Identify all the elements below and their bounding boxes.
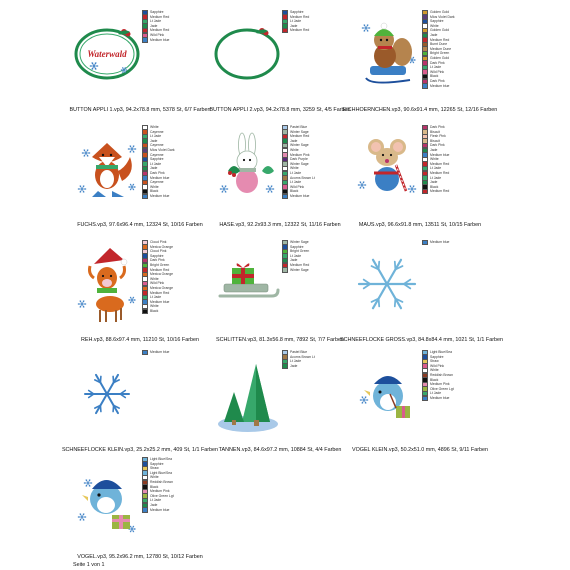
thread-name: Light Blue/Sea: [150, 470, 173, 475]
thread-name: Lt Jade: [430, 175, 442, 180]
thread-name: Cloud Pink: [150, 240, 167, 244]
thread-name: Lt Jade: [150, 295, 162, 300]
thread-name: Lt Jade: [430, 391, 442, 396]
design-preview: [212, 8, 282, 100]
thread-name: Jade: [150, 23, 158, 28]
thread-name: Winter Sage: [290, 240, 309, 244]
thread-name: White: [290, 147, 299, 152]
thread-name: Jade: [290, 258, 298, 263]
thread-name: Biscuit: [430, 129, 440, 134]
design-preview: [212, 238, 282, 330]
thread-name: White: [430, 368, 439, 373]
thread-name: Bright Green: [430, 51, 450, 56]
thread-name: Burnt Dune: [430, 42, 448, 47]
design-preview: [352, 238, 422, 330]
thread-name: Medium Pink: [430, 382, 450, 387]
thread-list: [422, 240, 488, 245]
thread-color-swatch: [282, 267, 288, 272]
thread-name: Mexica Orange: [150, 244, 173, 249]
thread-list: [142, 240, 208, 314]
design-preview: [352, 123, 422, 215]
thread-name: Sapphire: [290, 10, 304, 14]
thread-name: Dark Pink: [150, 258, 165, 263]
thread-name: Biscuit: [430, 138, 440, 143]
thread-list: [422, 350, 488, 401]
thread-name: Sapphire: [150, 10, 164, 14]
thread-name: Dark Pink: [430, 78, 445, 83]
thread-color-swatch: [422, 240, 428, 245]
design-caption: TANNEN.vp3, 84.6x97.2 mm, 10884 St, 4/4 Farben: [218, 447, 342, 453]
thread-name: Mexica Orange: [150, 272, 173, 277]
thread-entry: [422, 240, 488, 245]
thread-color-swatch: [142, 309, 148, 314]
thread-list: [282, 350, 348, 368]
thread-name: White: [150, 184, 159, 189]
design-hase: [210, 123, 350, 233]
thread-name: Jade: [150, 138, 158, 143]
thread-list: [142, 10, 208, 42]
thread-name: Jade: [430, 180, 438, 185]
design-caption: SCHNEEFLOCKE KLEIN.vp3, 25.2x25.2 mm, 409 St, 1/1 Farben: [61, 447, 219, 453]
thread-name: Medium blue: [150, 193, 170, 198]
thread-color-swatch: [282, 28, 288, 33]
thread-entry: [422, 189, 488, 194]
thread-name: Medium Red: [430, 170, 450, 175]
thread-name: Medium blue: [290, 193, 310, 198]
thread-name: Winter Sage: [290, 143, 309, 148]
thread-name: Bright Green: [150, 262, 170, 267]
design-preview: [352, 348, 422, 440]
thread-name: Cayenne: [150, 129, 164, 134]
thread-color-swatch: [422, 396, 428, 401]
thread-list: [422, 10, 488, 88]
thread-name: Cloud Pink: [150, 249, 167, 254]
thread-entry: [422, 84, 488, 89]
thread-entry: [142, 309, 208, 314]
thread-name: Medium Red: [150, 14, 170, 19]
thread-name: Medium Red: [150, 267, 170, 272]
thread-name: Medium Red: [290, 262, 310, 267]
thread-name: White: [150, 125, 159, 129]
thread-name: Olive Green Lgt: [430, 386, 454, 391]
thread-name: Winter Sage: [290, 161, 309, 166]
thread-name: White: [150, 475, 159, 480]
thread-name: Lt Jade: [290, 19, 302, 24]
thread-name: Black: [430, 184, 439, 189]
thread-name: Reddish Brown: [150, 479, 173, 484]
thread-name: Winter Sage: [290, 129, 309, 134]
thread-name: Acorns Brown Lt: [290, 175, 315, 180]
thread-color-swatch: [422, 83, 428, 88]
thread-color-swatch: [282, 363, 288, 368]
design-preview: [72, 348, 142, 440]
thread-entry: [142, 38, 208, 43]
thread-name: Dark Purple: [290, 157, 308, 162]
thread-name: Cayenne: [150, 152, 164, 157]
design-preview: [212, 123, 282, 215]
thread-name: Medium Red: [150, 290, 170, 295]
thread-name: Medium Pink: [290, 152, 310, 157]
design-caption: BUTTON APPLI 1.vp3, 94.2x78.8 mm, 5378 St, 6/7 Farben: [69, 107, 211, 113]
thread-name: Golden Gold: [430, 55, 450, 60]
thread-entry: [142, 194, 208, 199]
thread-name: Sapphire: [290, 244, 304, 249]
thread-name: White: [430, 157, 439, 162]
thread-entry: [422, 396, 488, 401]
thread-name: Lt Jade: [290, 180, 302, 185]
design-caption: MAUS.vp3, 96.6x91.8 mm, 13511 St, 10/15 Farben: [358, 222, 482, 228]
thread-name: Mios Violet Dark: [430, 14, 455, 19]
thread-color-swatch: [142, 194, 148, 199]
design-preview: [72, 238, 142, 330]
thread-name: Wild Pink: [430, 363, 445, 368]
thread-name: Medium Red: [290, 14, 310, 19]
thread-name: Mios Violet Dark: [150, 147, 175, 152]
thread-name: White: [150, 276, 159, 281]
design-fuchs: [70, 123, 210, 233]
design-schneeflocke-klein: [61, 348, 219, 458]
design-vogel-klein: [350, 348, 490, 458]
thread-name: Medium blue: [430, 152, 450, 157]
thread-name: Lt Jade: [150, 161, 162, 166]
thread-entry: [142, 508, 208, 513]
thread-name: Lt Jade: [290, 359, 302, 364]
thread-color-swatch: [282, 194, 288, 199]
design-preview: [72, 8, 142, 100]
design-button-appli-2: [210, 8, 350, 118]
thread-name: Olive Green Lgt: [150, 493, 174, 498]
thread-list: [142, 125, 208, 199]
thread-name: White: [430, 23, 439, 28]
design-caption: SCHLITTEN.vp3, 81.3x56.8 mm, 7892 St, 7/7 Farben: [216, 337, 344, 343]
thread-name: Medium Pink: [150, 489, 170, 494]
thread-name: Pastel Blue: [290, 350, 308, 354]
thread-name: Wild Pink: [150, 281, 165, 286]
design-tannen: [210, 348, 350, 458]
thread-entry: [282, 28, 348, 33]
thread-name: Black: [430, 74, 439, 79]
design-caption: VOGEL.vp3, 95.2x96.2 mm, 12780 St, 10/12 Farben: [77, 554, 203, 560]
thread-name: Jade: [150, 502, 158, 507]
thread-name: Medium blue: [430, 395, 450, 400]
design-preview: [212, 348, 282, 440]
thread-list: [142, 457, 208, 512]
thread-color-swatch: [142, 350, 148, 355]
thread-name: Winter Sage: [290, 267, 309, 272]
thread-name: Medium blue: [150, 299, 170, 304]
thread-name: Sapphire: [430, 19, 444, 24]
thread-list: [422, 125, 488, 194]
thread-entry: [142, 350, 208, 355]
thread-name: Golden Gold: [430, 28, 450, 33]
thread-name: Lt Jade: [290, 170, 302, 175]
thread-name: Medium Red: [290, 134, 310, 139]
thread-name: Jade: [290, 23, 298, 28]
design-schneeflocke-gross: [340, 238, 503, 348]
thread-name: Wild Pink: [430, 69, 445, 74]
thread-name: Black: [150, 484, 159, 489]
thread-name: Acorns Brown Lt: [290, 354, 315, 359]
thread-name: Medium blue: [150, 175, 170, 180]
thread-name: Light Blue/Sea: [430, 350, 453, 354]
thread-name: Wild Pink: [290, 184, 305, 189]
thread-name: Mexica Orange: [150, 285, 173, 290]
thread-name: White: [290, 166, 299, 171]
thread-name: Sapphire: [150, 461, 164, 466]
thread-entry: [282, 364, 348, 369]
thread-name: White: [150, 304, 159, 309]
design-caption: SCHNEEFLOCKE GROSS.vp3, 84.8x84.4 mm, 1021 St, 1/1 Farben: [340, 337, 503, 343]
thread-name: Lt Jade: [150, 134, 162, 139]
thread-name: Sapphire: [430, 354, 444, 359]
thread-name: Black: [430, 377, 439, 382]
thread-color-swatch: [142, 37, 148, 42]
thread-name: Lt Jade: [150, 498, 162, 503]
thread-list: [282, 240, 348, 272]
design-vogel: [70, 455, 210, 565]
thread-name: Golden Gold: [430, 10, 450, 14]
thread-name: Cayenne: [150, 180, 164, 185]
thread-name: Medium Red: [430, 37, 450, 42]
thread-name: Jade: [150, 166, 158, 171]
thread-name: Flesh Pink: [430, 134, 446, 139]
thread-color-swatch: [142, 507, 148, 512]
thread-name: Jade: [430, 147, 438, 152]
thread-name: Medium Red: [150, 28, 170, 33]
thread-name: Medium blue: [430, 240, 450, 244]
thread-name: Straw: [150, 466, 159, 471]
thread-name: Jade: [290, 363, 298, 368]
design-button-appli-1: [70, 8, 210, 118]
design-preview: [72, 455, 142, 547]
thread-name: Medium blue: [150, 37, 170, 42]
thread-name: Medium blue: [150, 350, 170, 354]
thread-name: Dark Pink: [430, 60, 445, 65]
page-footer: Seite 1 von 1: [73, 562, 105, 568]
thread-name: Lt Jade: [290, 253, 302, 258]
thread-name: Cayenne: [150, 143, 164, 148]
thread-name: Pastel Blue: [290, 125, 308, 129]
design-preview: [72, 123, 142, 215]
thread-name: Jade: [430, 32, 438, 37]
design-schlitten: [210, 238, 350, 348]
thread-name: Straw: [430, 359, 439, 364]
thread-name: Medium blue: [150, 507, 170, 512]
thread-name: Jade: [290, 138, 298, 143]
thread-list: [282, 125, 348, 199]
thread-name: Dark Pink: [430, 143, 445, 148]
design-caption: FUCHS.vp3, 97.6x96.4 mm, 12324 St, 10/16 Farben: [77, 222, 203, 228]
thread-name: Black: [150, 189, 159, 194]
thread-name: Medium Red: [290, 28, 310, 33]
thread-list: [142, 350, 208, 355]
thread-entry: [282, 268, 348, 273]
thread-name: Black: [150, 308, 159, 313]
thread-name: Medium blue: [430, 83, 450, 88]
thread-name: Reddish Brown: [430, 372, 453, 377]
design-reh: [70, 238, 210, 348]
thread-name: Bright Green: [290, 249, 310, 254]
thread-list: [282, 10, 348, 33]
thread-name: Medium Red: [430, 189, 450, 194]
thread-name: Sapphire: [150, 253, 164, 258]
design-preview: [352, 8, 422, 100]
design-eichhoernchen: [342, 8, 498, 118]
thread-name: Medium Red: [430, 161, 450, 166]
thread-name: Dark Pink: [430, 125, 445, 129]
thread-name: Medium Dune: [430, 46, 452, 51]
thread-entry: [282, 194, 348, 199]
svg-text:Waterwald: Waterwald: [87, 49, 127, 59]
thread-name: Lt Jade: [430, 65, 442, 70]
design-caption: EICHHOERNCHEN.vp3, 90.6x91.4 mm, 12265 St, 12/16 Farben: [342, 107, 498, 113]
design-caption: VOGEL KLEIN.vp3, 50.2x51.0 mm, 4896 St, 9/11 Farben: [351, 447, 489, 453]
design-maus: [350, 123, 490, 233]
design-caption: REH.vp3, 88.6x97.4 mm, 11210 St, 10/16 Farben: [81, 337, 199, 343]
thread-name: Sapphire: [150, 157, 164, 162]
thread-name: Light Blue/Sea: [150, 457, 173, 461]
thread-name: Dark Pink: [150, 170, 165, 175]
design-caption: HASE.vp3, 92.2x93.3 mm, 12322 St, 11/16 Farben: [219, 222, 341, 228]
thread-name: Lt Jade: [430, 166, 442, 171]
thread-name: Lt Jade: [150, 19, 162, 24]
design-caption: BUTTON APPLI 2.vp3, 94.2x78.8 mm, 3259 St, 4/5 Farben: [209, 107, 351, 113]
thread-name: Black: [290, 189, 299, 194]
thread-color-swatch: [422, 189, 428, 194]
thread-name: Wild Pink: [150, 32, 165, 37]
